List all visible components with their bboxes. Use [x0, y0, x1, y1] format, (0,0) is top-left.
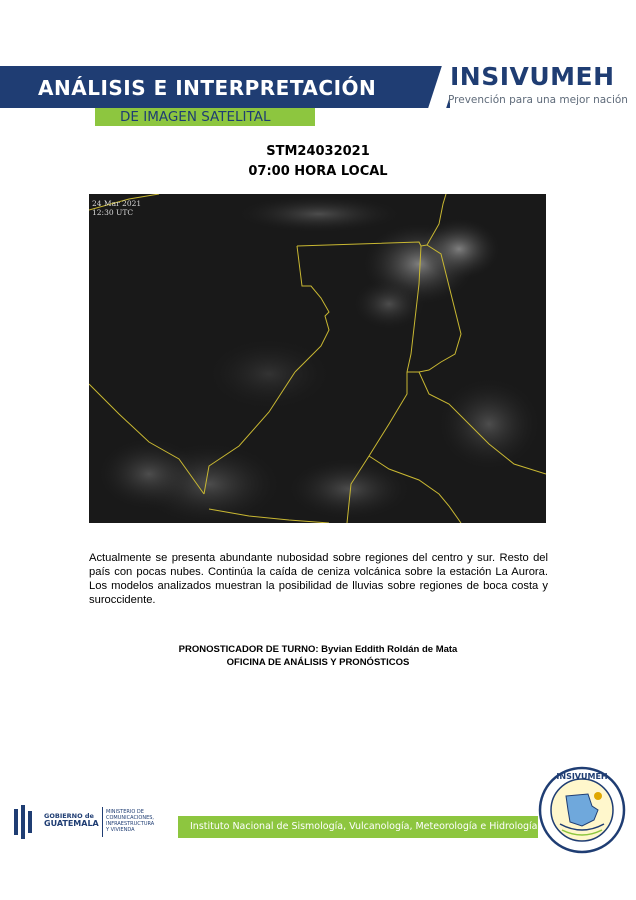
government-logo: [14, 803, 194, 843]
report-id: STM24032021: [266, 144, 370, 159]
cloud-patch: [99, 439, 199, 509]
page-subtitle: DE IMAGEN SATELITAL: [120, 109, 271, 125]
satellite-date: 24 Mar 2021: [92, 199, 142, 208]
brand-slogan: Prevención para una mejor nación: [448, 94, 628, 106]
cloud-patch: [209, 339, 329, 409]
analysis-text: Actualmente se presenta abundante nubosidad sobre regiones del centro y sur. Resto del país con pocas nubes. Continúa la caída de ceniza volcánica sobre la estación La Aurora. Los modelos analizados muestran la posibilidad de lluvias sobre regiones de boca costa y suroccidente.: [89, 552, 548, 606]
ministry-line2: COMUNICACIONES,: [106, 815, 155, 821]
page-title: ANÁLISIS E INTERPRETACIÓN: [38, 76, 377, 100]
gov-mark-icon: [14, 805, 36, 839]
ministry-line3: INFRAESTRUCTURA: [106, 821, 155, 827]
brand-logo-text: INSIVUMEH: [450, 62, 615, 91]
cloud-patch: [239, 196, 399, 232]
cloud-patch: [439, 379, 539, 469]
gov-name: [44, 812, 99, 828]
gov-name-line1: GOBIERNO de: [44, 812, 94, 820]
ministry-line1: MINISTERIO DE: [106, 809, 144, 815]
report-time: 07:00 HORA LOCAL: [248, 164, 388, 179]
ministry-line4: Y VIVIENDA: [106, 827, 135, 833]
ministry-name: [106, 809, 154, 833]
cloud-patch: [354, 279, 424, 329]
satellite-image: [89, 194, 546, 523]
cloud-patch: [419, 219, 499, 279]
gov-divider: [102, 807, 103, 837]
satellite-timestamp: [92, 199, 141, 217]
satellite-time: 12:30 UTC: [92, 208, 134, 217]
gov-name-line2: GUATEMALA: [44, 819, 99, 828]
office-line: OFICINA DE ANÁLISIS Y PRONÓSTICOS: [226, 657, 410, 668]
cloud-patch: [289, 459, 409, 519]
seal-text: INSIVUMEH: [556, 772, 608, 781]
forecaster-line: PRONOSTICADOR DE TURNO: Byvian Eddith Roldán de Mata: [178, 644, 458, 655]
insivumeh-seal: [538, 766, 626, 854]
footer-institute: Instituto Nacional de Sismología, Vulcanología, Meteorología e Hidrología: [190, 821, 538, 832]
